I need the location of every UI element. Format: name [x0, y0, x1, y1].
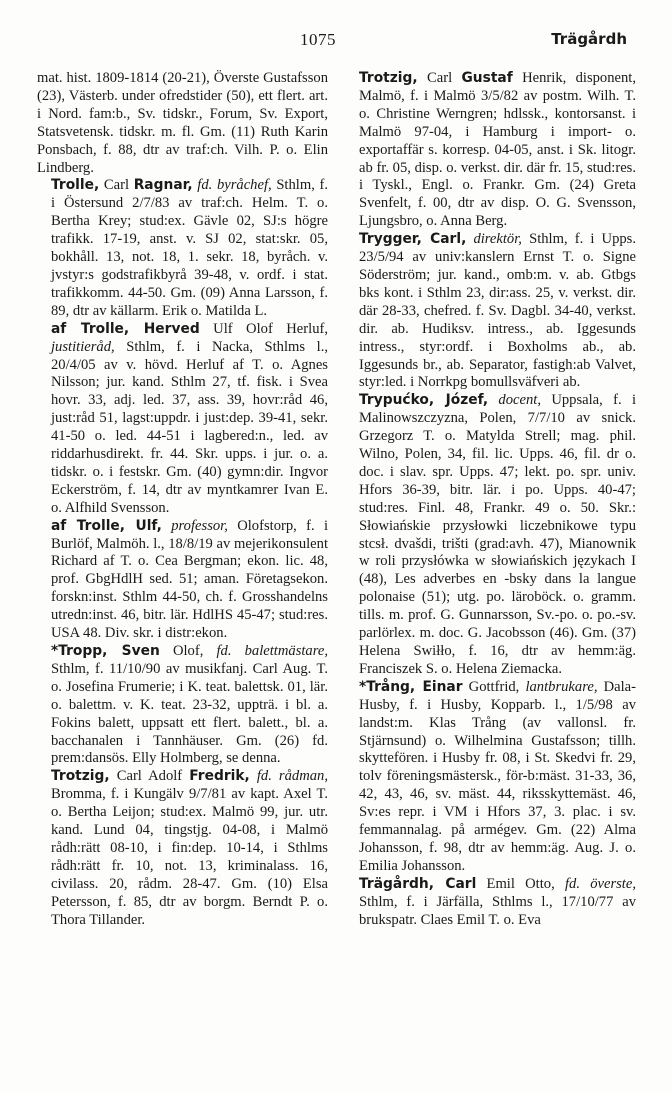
- entry-name: Trotzig,: [51, 768, 110, 785]
- biography-entry: [37, 70, 328, 177]
- entry-text: Dala-Husby, f. i Husby, Kopparb. l., 1/5/98 av landst:m. Klas Trång (av vallonsl. fr. Stjärnsund) o. Wilhelmina Gustafsson; tillh. skyttefören. i Husby fr. 08, i St. Skedvi fr. 29, tolv föreningsmästersk., för-b:mäst. 31-33, 36, 42, 43, 46, sv. mäst. 44, riksskyttemäst. 46, Sv:es repr. i VM i Hfors 37, 3. plac. i sv. femmannalag. på armégev. Gm. (22) Alma Johansson, f. 98, dtr av hemm:äg. Aug. J. o. Emilia Johansson.: [359, 678, 636, 874]
- entry-title: justitieråd,: [51, 338, 115, 355]
- entry-text: Henrik, disponent, Malmö, f. i Malmö 3/5/82 av postm. Wilh. T. o. Christine Werngren; hdlssk., kontorsanst. i Malmö 97-04, i Hamburg i import- o. exportaffär s. korresp. 04-05, anst. i Sk. litogr. ab fr. 05, disp. o. verkst. dir. där fr. 15, stud:res. i Tyskl., Engl. o. Frankr. Gm. (24) Greta Svenfelt, f. 00, dtr av disp. O. G. Svensson, Ljungsbro, o. Anna Berg.: [359, 70, 636, 230]
- entry-text: Uppsala, f. i Malinowszczyzna, Polen, 7/7/10 av snick. Grzegorz T. o. Matylda Strell; mag. phil. Wilno, Polen, 34, fil. lic. Upps. 46, fil. dr o. doc. i slav. spr. Upps. 47; lekt. po. spr. univ. Hfors 36-39, bitr. lär. i po. Upps. 40-47; stud:res. Finl. 48, Frankr. 49 o. 50. Skr.: Słowiańskie przysłowki liczebnikowe typu stcsł. dvašdi, trišti (grad:avh. 47), Mianownik w roli przysłówka w słowiańskich językach I (48), Les adverbes en -bsky dans la langue polonaise (51); utg. po. läroböck. o. gramm. tills. m. prof. G. Gunnarsson, Sv.-po. o. po.-sv. parlörlex. m. doc. G. Jacobsson (46). Gm. (37) Helena Swiłło, f. 16, dtr av hemm:äg. Franciszek S. o. Helena Ziemacka.: [359, 392, 636, 677]
- biography-entry: [37, 643, 328, 768]
- entry-given-names: Gottfrid,: [462, 678, 526, 695]
- entry-name: *Trång, Einar: [359, 678, 463, 695]
- entry-title: direktör,: [473, 231, 522, 248]
- entry-text: mat. hist. 1809-1814 (20-21), Överste Gustafsson (23), Västerb. under ofredstider (50), ett flert. art. i Nord. fam:b., Sv. tidskr., Forum, Sv. Export, Statsvetensk. tidskr. m. fl. Gm. (11) Ruth Karin Ponsbach, f. 88, dtr av traf:ch. Vilh. P. o. Elin Lindberg.: [37, 70, 328, 176]
- entry-given-names: Carl: [417, 70, 462, 86]
- entry-given-names: [488, 392, 498, 408]
- entry-title: docent,: [498, 392, 541, 409]
- entry-called-name: Fredrik,: [189, 768, 250, 785]
- biography-entry: [37, 518, 328, 643]
- page-number: 1075: [300, 30, 336, 49]
- biography-entry: [345, 231, 636, 392]
- entry-given-names: [162, 518, 171, 534]
- entry-text: Olofstorp, f. i Burlöf, Malmöh. l., 18/8/19 av mejerikonsulent Richard af T. o. Cea Bergman; ekon. lic. 48, prof. GbgHdlH sed. 51; aman. Företagsekon. forskn:inst. Sthlm 44-50, ch. f. Grosshandelns utredn:inst. 46, bitr. lär. HdlHS 45-47; stud:res. USA 48. Div. skr. i distr:ekon.: [51, 517, 328, 642]
- biography-entry: [37, 768, 328, 929]
- entry-given-names: Olof,: [159, 643, 217, 659]
- entry-name: Trolle,: [51, 177, 100, 194]
- entry-text: Sthlm, f. i Nacka, Sthlms l., 20/4/05 av v. hövd. Herluf af T. o. Agnes Nilsson; jur. kand. Sthlm 27, tf. fisk. i Svea hovr. 33, adj. led. 37, ass. 39, hovr:råd 46, just:råd 51, lagst:uppdr. i just:dep. 39-41, sekr. 41-50 o. led. 44-51 i lagbered:n., led. av riddarhusdirekt. fr. 44. Skr. upps. i jur. o. a. tidskr. o. i festskr. Gm. (40) gymn:dir. Ingvor Eckerström, f. 14, dtr av myntkamrer Ivan E. o. Alfhild Svensson.: [51, 338, 328, 516]
- entry-title: fd. överste,: [564, 875, 636, 892]
- biography-entry: [37, 321, 328, 518]
- entry-text: Sthlm, f. i Östersund 2/7/83 av traf:ch. Helm. T. o. Bertha Krey; stud:ex. Gävle 02, SJ:s högre trafikk. 17-19, anst. v. SJ 02, stat:skr. 05, bokhåll. 13, not. 18, 1. sekr. 18, byråch. v. jvstyr:s godstrafikbyrå 39-48, v. ordf. i stat. trafikkomm. 44-50. Gm. (09) Anna Larsson, f. 89, dtr av källarm. Erik o. Matilda L.: [51, 177, 328, 319]
- entry-given-names: Emil Otto,: [476, 875, 565, 892]
- biography-entry: [345, 70, 636, 231]
- page-header: [0, 30, 672, 54]
- entry-name: Trypućko, Józef,: [359, 392, 489, 409]
- entry-title: lantbrukare,: [525, 678, 598, 695]
- entry-name: Trägårdh, Carl: [359, 875, 477, 892]
- entry-title: professor,: [171, 517, 228, 534]
- entry-text: Sthlm, f. 11/10/90 av musikfanj. Carl Aug. T. o. Josefina Frumerie; i K. teat. balettsk. 01, lär. o. balettm. v. K. teat. 23-32, uppträ. i bl. a. Fokins balett, uppsatt ett flert. balett., bl. a. bacchanalen i Tannhäuser. Gm. (26) fd. prem:dansös. Elly Holmberg, se denna.: [51, 660, 328, 767]
- biography-entry: [345, 679, 636, 876]
- entry-called-name: Gustaf: [461, 70, 513, 86]
- running-head: Trägårdh: [551, 30, 627, 48]
- entry-title: fd. byråchef,: [192, 177, 272, 194]
- entry-called-name: Ragnar,: [133, 177, 193, 194]
- entry-text: Bromma, f. i Kungälv 9/7/81 av kapt. Axel T. o. Bertha Leijon; stud:ex. Malmö 99, jur. utr. kand. Lund 04, tingstjg. 04-08, i Malmö rådh:rätt 08-10, i fin:dep. 10-14, i Sthlms rådh:rätt fr. 10, not. 13, kriminalass. 16, civilass. 20, rådm. 28-47. Gm. (10) Elsa Petersson, f. 85, dtr av borgm. Berndt P. o. Thora Tillander.: [51, 786, 328, 928]
- entry-text: Sthlm, f. i Upps. 23/5/94 av univ:kanslern Ernst T. o. Signe Söderström; jur. kand., omb:m. v. ab. Gtbgs bks kont. i Sthlm 23, dir:ass. 25, v. verkst. dir. där 28-33, chefred. f. Sv. Dagbl. 34-40, verkst. dir. ab. Hudiksv. intress., ab. Iggesunds intress., styr:ordf. i Boxholms ab., ab. Iggesunds br., ab. Separator, fastigh:ab Valvet, styr:led. i Norrkpg bomullsväfveri ab.: [359, 231, 636, 391]
- biography-entry: [345, 876, 636, 930]
- entry-name: Trygger, Carl,: [359, 231, 467, 248]
- biography-entry: [37, 177, 328, 320]
- right-column: [345, 70, 636, 1070]
- entry-given-names: Carl: [99, 177, 134, 194]
- entry-title: fd. balettmästare,: [216, 643, 328, 659]
- left-column: [37, 70, 328, 1070]
- entry-text: Sthlm, f. i Järfälla, Sthlms l., 17/10/77 av brukspatr. Claes Emil T. o. Eva: [359, 893, 636, 928]
- entry-name: Trotzig,: [359, 70, 418, 86]
- entry-name: af Trolle, Ulf,: [51, 517, 162, 534]
- entry-name: *Tropp, Sven: [51, 643, 160, 659]
- entry-given-names: Ulf Olof Herluf,: [199, 320, 328, 337]
- biography-entry: [345, 392, 636, 679]
- entry-title: fd. rådman,: [249, 768, 328, 785]
- entry-name: af Trolle, Herved: [51, 320, 200, 337]
- entry-given-names: Carl Adolf: [109, 768, 190, 785]
